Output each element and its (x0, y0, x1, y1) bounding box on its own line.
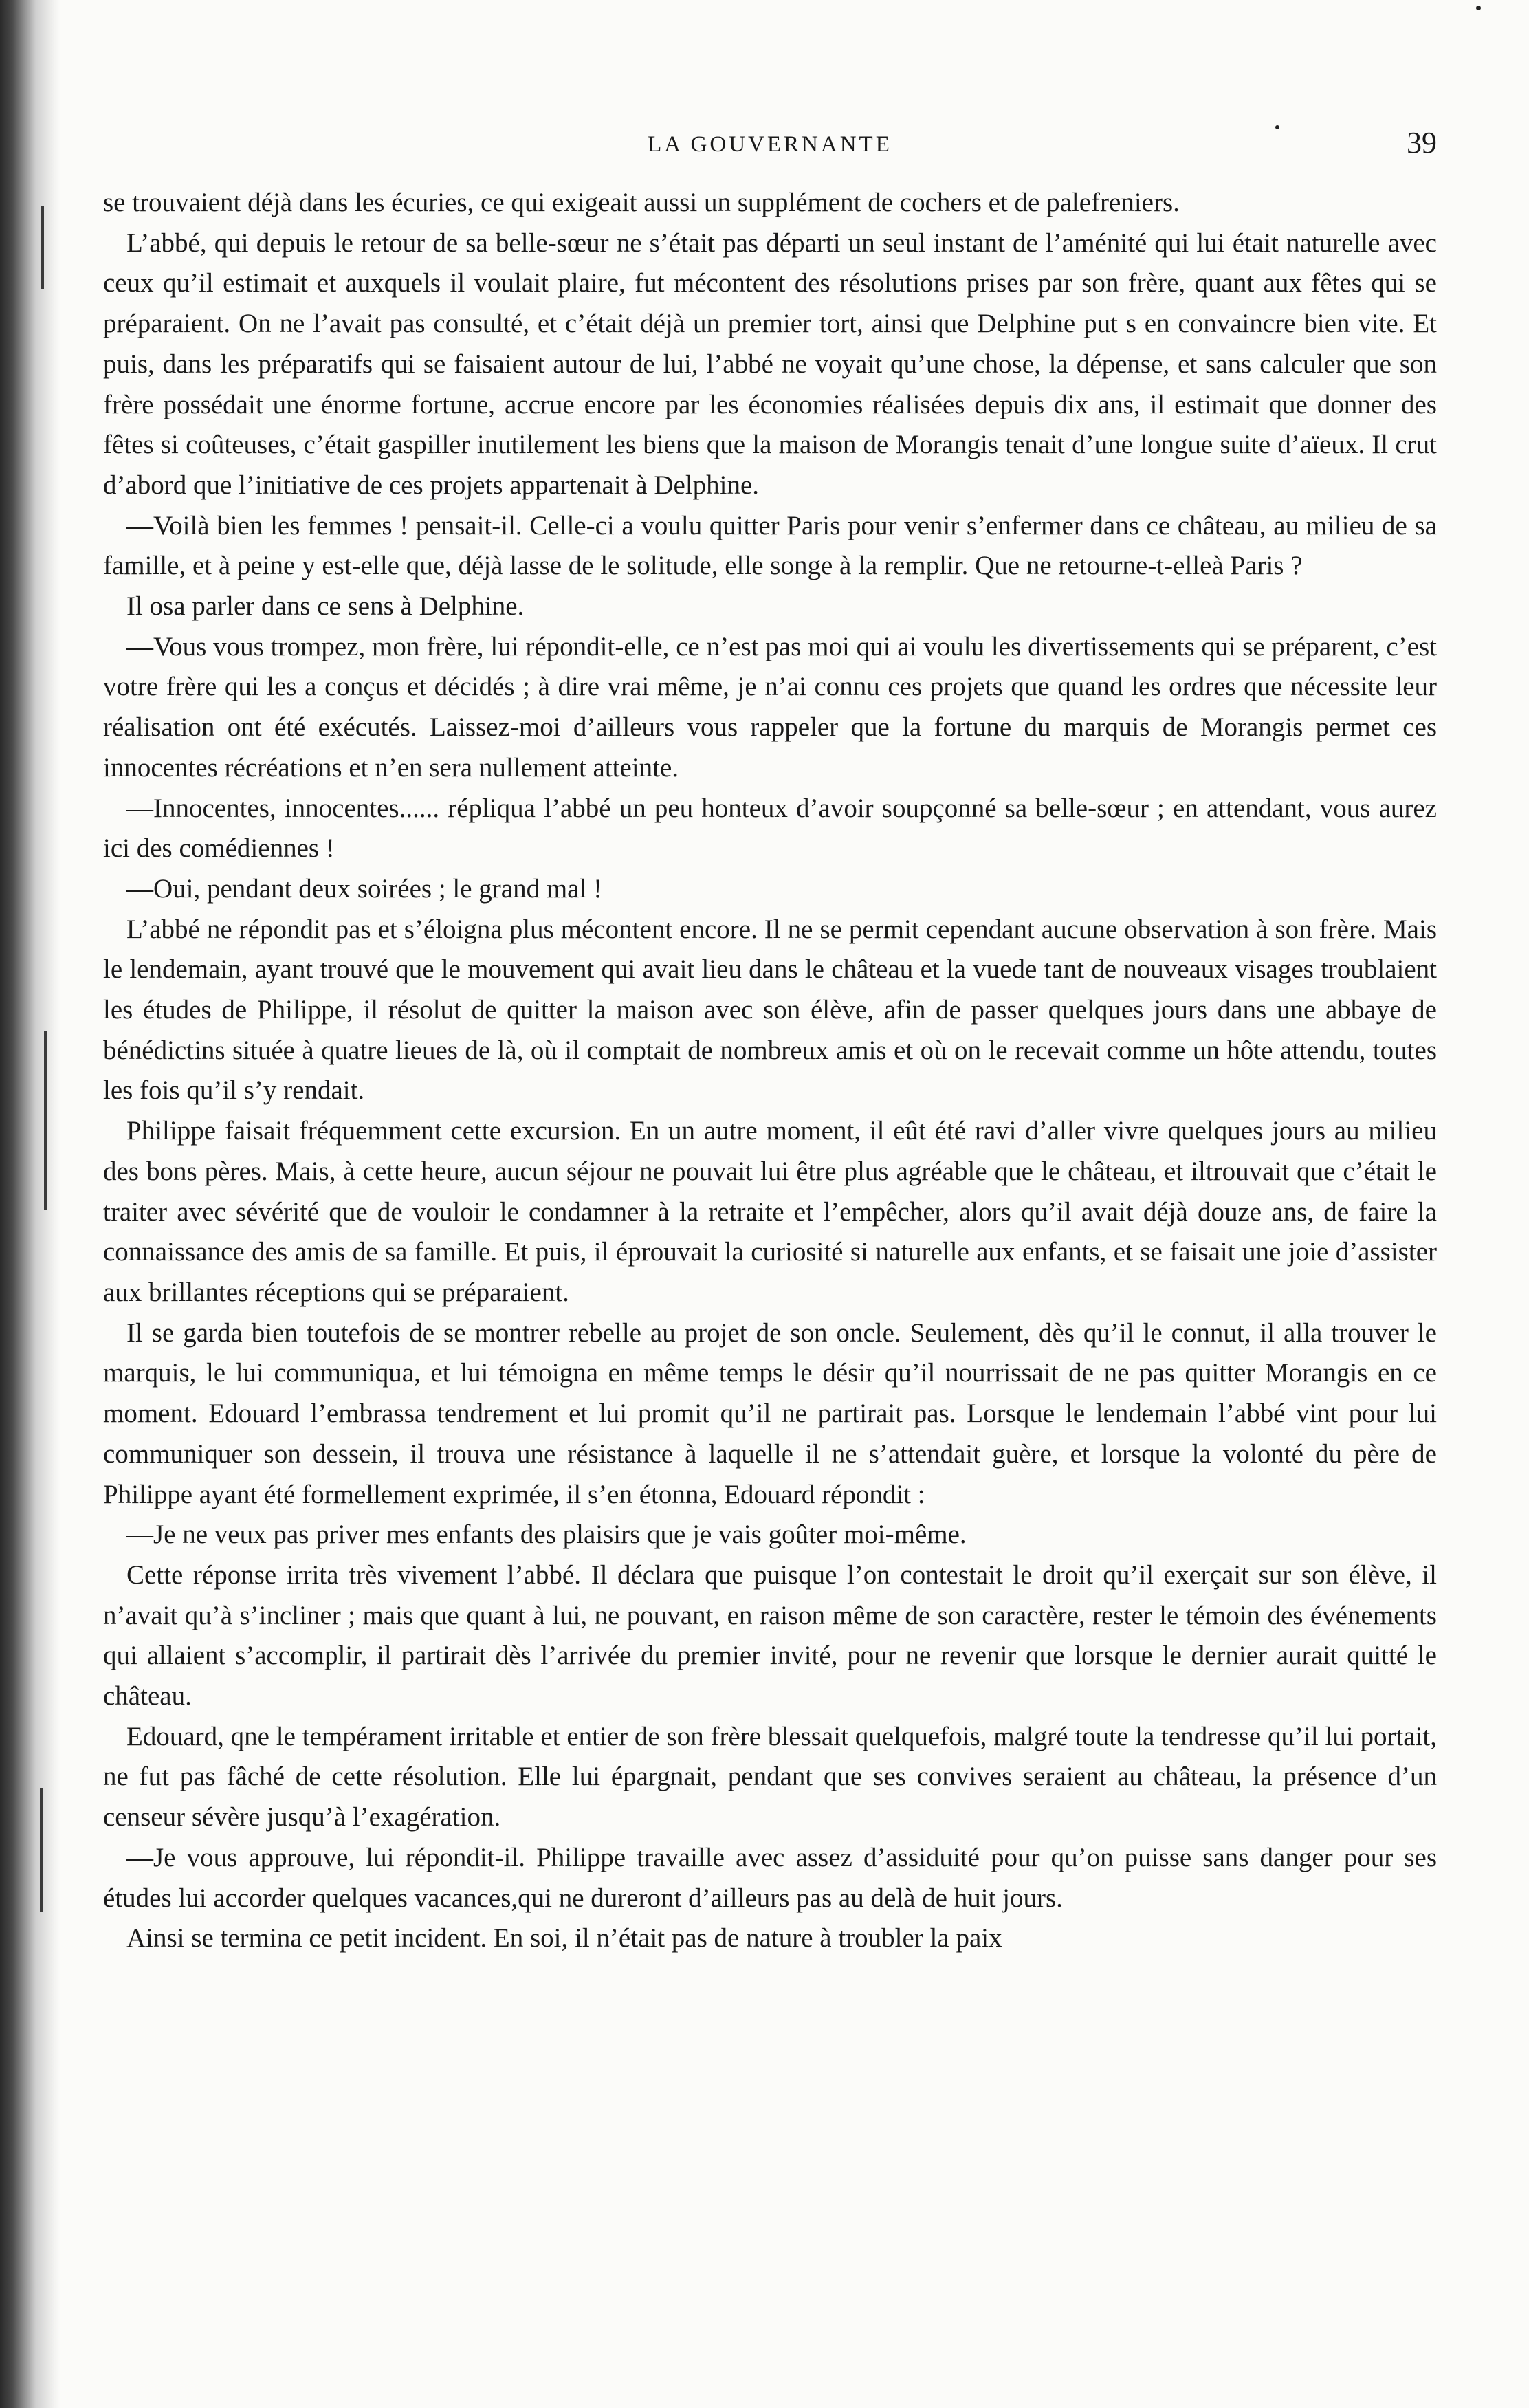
paragraph: se trouvaient déjà dans les écuries, ce qui exigeait aussi un supplément de cochers et de palefreniers. (103, 188, 1180, 217)
paragraph: —Vous vous trompez, mon frère, lui répondit-elle, ce n’est pas moi qui ai voulu les divertissements qui se préparent, c’est votre frère qui les a conçus et décidés ; à dire vrai même, je n’ai connu ces projets que quand les ordres que nécessite leur réalisation ont été exécutés. Laissez-moi d’ailleurs vous rappeler que la fortune du marquis de Morangis permet ces innocentes récréations et n’en sera nullement atteinte. (103, 631, 1437, 782)
gutter-speck (44, 1031, 47, 1210)
paragraph: Il se garda bien toutefois de se montrer rebelle au projet de son oncle. Seulement, dès qu’il le connut, il alla trouver le marquis, le lui communiqua, et lui témoigna en même temps le désir qu’il nourrissait de ne pas quitter Morangis en ce moment. Edouard l’embrassa tendrement et lui promit qu’il ne partirait pas. Lorsque le lendemain l’abbé vint pour lui communiquer son dessein, il trouva une résistance à laquelle il ne s’attendait guère, et lorsque la volonté du père de Philippe ayant été formellement exprimée, il s’en étonna, Edouard répondit : (103, 1317, 1437, 1509)
paragraph: —Oui, pendant deux soirées ; le grand mal ! (126, 873, 603, 904)
paragraph: L’abbé ne répondit pas et s’éloigna plus mécontent encore. Il ne se permit cependant aucune observation à son frère. Mais le lendemain, ayant trouvé que le mouvement qui avait lieu dans le château et la vuede tant de nouveaux visages troublaient les études de Philippe, il résolut de quitter la maison avec son élève, afin de passer quelques jours dans une abbaye de bénédictins située à quatre lieues de là, où il comptait de nombreux amis et où on le recevait comme un hôte attendu, toutes les fois qu’il s’y rendait. (103, 914, 1437, 1106)
paragraph: Cette réponse irrita très vivement l’abbé. Il déclara que puisque l’on contestait le droit qu’il exerçait sur son élève, il n’avait qu’à s’incliner ; mais que quant à lui, ne pouvant, en raison même de son caractère, rester le témoin des événements qui allaient s’accomplir, il partirait dès l’arrivée du premier invité, pour ne revenir que lorsque le dernier aurait quitté le château. (103, 1559, 1437, 1711)
paragraph: Il osa parler dans ce sens à Delphine. (126, 591, 525, 622)
paragraph: —Voilà bien les femmes ! pensait-il. Celle-ci a voulu quitter Paris pour venir s’enfermer dans ce château, au milieu de sa famille, et à peine y est-elle que, déjà lasse de le solitude, elle songe à la remplir. Que ne retourne-t-elleà Paris ? (103, 510, 1437, 581)
paragraph: Ainsi se termina ce petit incident. En soi, il n’était pas de nature à troubler la paix (126, 1923, 1002, 1953)
running-title: LA GOUVERNANTE (648, 132, 892, 157)
scan-speck (1476, 6, 1481, 10)
gutter-speck (41, 206, 44, 289)
paragraph: L’abbé, qui depuis le retour de sa belle-sœur ne s’était pas départi un seul instant de l’aménité qui lui était naturelle avec ceux qu’il estimait et auxquels il voulait plaire, fut mécontent des résolutions prises par son frère, quant aux fêtes qui se préparaient. On ne l’avait pas consulté, et c’était déjà un premier tort, ainsi que Delphine put s en convaincre bien vite. Et puis, dans les préparatifs qui se faisaient autour de lui, l’abbé ne voyait qu’une chose, la dépense, et sans calculer que son frère possédait une énorme fortune, accrue encore par les économies réalisées depuis dix ans, il estimait que donner des fêtes si coûteuses, c’était gaspiller inutilement les biens que la maison de Morangis tenait d’une longue suite d’aïeux. Il crut d’abord que l’initiative de ces projets appartenait à Delphine. (103, 228, 1437, 500)
paragraph: Edouard, qne le tempérament irritable et entier de son frère blessait quelquefois, malgré toute la tendresse qu’il lui portait, ne fut pas fâché de cette résolution. Elle lui épargnait, pendant que ses convives seraient au château, la présence d’un censeur sévère jusqu’à l’exagération. (103, 1721, 1437, 1832)
body-text (103, 183, 1437, 1959)
paragraph: Philippe faisait fréquemment cette excursion. En un autre moment, il eût été ravi d’aller vivre quelques jours au milieu des bons pères. Mais, à cette heure, aucun séjour ne pouvait lui être plus agréable que le château, et iltrouvait que c’était le traiter avec sévérité que de vouloir le condamner à la retraite et l’empêcher, alors qu’il avait déjà douze ans, de faire la connaissance des amis de sa famille. Et puis, il éprouvait la curiosité si naturelle aux enfants, et se faisait une joie d’assister aux brillantes réceptions qui se préparaient. (103, 1116, 1437, 1307)
scan-speck (1275, 125, 1279, 129)
binding-gutter-shadow (0, 0, 60, 2408)
page-number: 39 (1407, 126, 1437, 160)
page-header (103, 125, 1437, 166)
paragraph: —Je ne veux pas priver mes enfants des plaisirs que je vais goûter moi-même. (126, 1520, 967, 1550)
gutter-speck (40, 1788, 43, 1912)
paragraph: —Innocentes, innocentes...... répliqua l’abbé un peu honteux d’avoir soupçonné sa belle-sœur ; en attendant, vous aurez ici des comédiennes ! (103, 793, 1437, 864)
paragraph: —Je vous approuve, lui répondit-il. Philippe travaille avec assez d’assiduité pour qu’on puisse sans danger pour ses études lui accorder quelques vacances,qui ne dureront d’ailleurs pas au delà de huit jours. (103, 1842, 1437, 1913)
